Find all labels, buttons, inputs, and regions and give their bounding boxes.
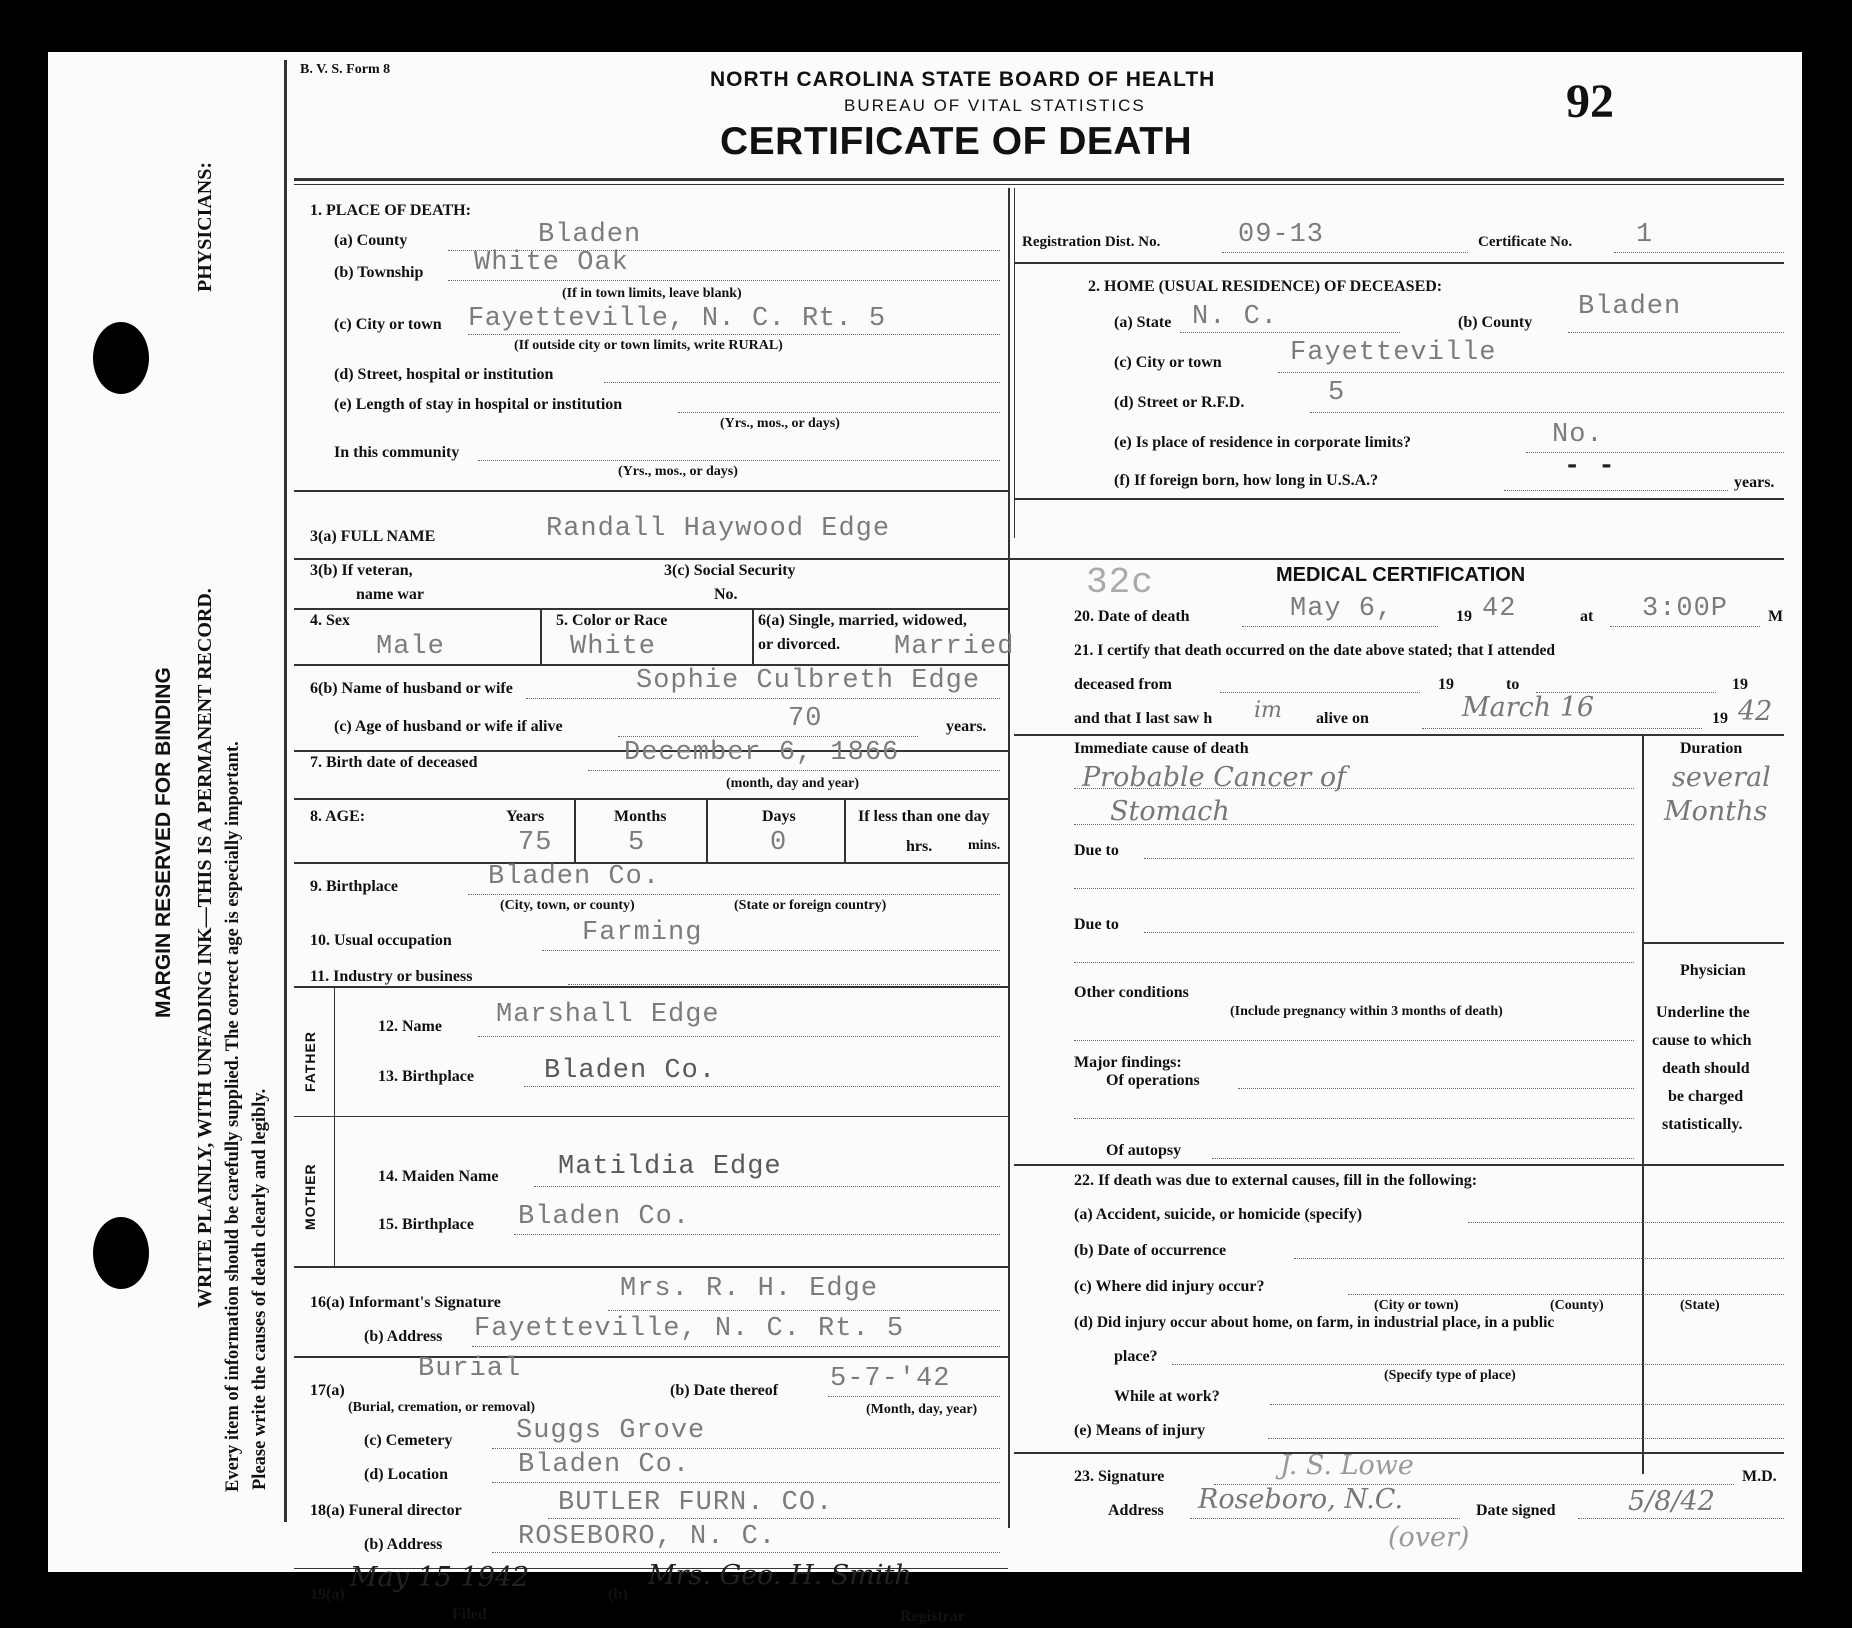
age-years-label: Years	[506, 808, 545, 825]
last-saw-pronoun: im	[1254, 698, 1282, 723]
certificate-number-label: Certificate No.	[1478, 234, 1573, 250]
dotted-line	[1190, 1518, 1460, 1519]
external-d-label-2: place?	[1114, 1348, 1158, 1365]
dotted-line	[468, 334, 1000, 335]
margin-physicians-text: PHYSICIANS:	[194, 161, 216, 292]
birthplace-note-state: (State or foreign country)	[734, 898, 887, 913]
spouse-age-unit: years.	[946, 718, 987, 735]
death-date-label: 20. Date of death	[1074, 608, 1190, 625]
dotted-line	[1348, 1294, 1784, 1295]
other-conditions-label: Other conditions	[1074, 984, 1189, 1001]
row-rule	[1014, 734, 1784, 736]
dotted-line	[568, 984, 1000, 985]
pod-city-label: (c) City or town	[334, 316, 442, 333]
row-rule	[294, 1266, 1008, 1268]
registrar-value: Mrs. Geo. H. Smith	[648, 1560, 912, 1591]
marital-label-1: 6(a) Single, married, widowed,	[758, 612, 967, 629]
dotted-line	[1468, 1222, 1784, 1223]
row-rule	[294, 608, 1008, 610]
immediate-cause-1: Probable Cancer of	[1082, 762, 1347, 793]
last-saw-year: 42	[1738, 696, 1773, 727]
death-date-value: May 6,	[1290, 594, 1394, 624]
external-c-note-city: (City or town)	[1374, 1298, 1459, 1313]
row-rule	[294, 798, 1008, 800]
dotted-line	[604, 382, 1000, 383]
margin-permanent-record-text: WRITE PLAINLY, WITH UNFADING INK—THIS IS A PERMANENT RECORD.	[194, 588, 216, 1308]
cell-divider	[706, 798, 708, 862]
dotted-line	[1074, 888, 1634, 889]
physician-address-label: Address	[1108, 1502, 1164, 1519]
dotted-line	[548, 1518, 1000, 1519]
section-rule-1	[294, 490, 1008, 492]
dotted-line	[608, 1310, 1000, 1311]
pod-street-label: (d) Street, hospital or institution	[334, 366, 554, 383]
row-rule	[294, 1356, 1008, 1358]
dotted-line	[1074, 1040, 1634, 1041]
physician-signature-value: J. S. Lowe	[1280, 1450, 1414, 1481]
alive-on-label: alive on	[1316, 710, 1369, 727]
funeral-director-value: BUTLER FURN. CO.	[558, 1488, 834, 1518]
age-lessday-label: If less than one day	[858, 808, 990, 825]
last-saw-year-prefix: 19	[1712, 710, 1728, 727]
dotted-line	[618, 736, 918, 737]
immediate-cause-label: Immediate cause of death	[1074, 740, 1249, 757]
dotted-line	[542, 950, 1000, 951]
board-name: NORTH CAROLINA STATE BOARD OF HEALTH	[710, 68, 1216, 91]
industry-label: 11. Industry or business	[310, 968, 473, 985]
form-left-border	[284, 60, 287, 1522]
burial-method-value: Burial	[418, 1354, 522, 1384]
death-at-label: at	[1580, 608, 1594, 625]
dotted-line	[514, 1234, 1000, 1235]
home-city-label: (c) City or town	[1114, 354, 1222, 371]
column-divider	[1008, 188, 1010, 1528]
date-signed-value: 5/8/42	[1628, 1486, 1715, 1517]
certificate-number-value: 1	[1636, 220, 1654, 250]
dotted-line	[1074, 824, 1634, 825]
punch-hole-top	[93, 322, 149, 394]
informant-address-label: (b) Address	[364, 1328, 443, 1345]
death-year-prefix: 19	[1456, 608, 1472, 625]
external-c-label: (c) Where did injury occur?	[1074, 1278, 1265, 1295]
dotted-line	[1180, 332, 1400, 333]
mother-birthplace-value: Bladen Co.	[518, 1202, 691, 1232]
header-rule-2	[294, 184, 1784, 185]
due-to-label-1: Due to	[1074, 842, 1119, 859]
form-number: B. V. S. Form 8	[300, 62, 391, 77]
external-c-note-county: (County)	[1550, 1298, 1604, 1313]
race-label: 5. Color or Race	[556, 612, 668, 629]
home-county-label: (b) County	[1458, 314, 1533, 331]
margin-causes-text: Please write the causes of death clearly and legibly.	[250, 1088, 270, 1490]
operations-label: Of operations	[1106, 1072, 1200, 1089]
physician-note-3: death should	[1662, 1060, 1750, 1077]
sex-value: Male	[376, 632, 445, 662]
punch-hole-bottom	[93, 1217, 149, 1289]
dotted-line	[1144, 858, 1634, 859]
age-months-value: 5	[628, 828, 646, 858]
parents-side-divider	[334, 986, 335, 1266]
dotted-line	[1268, 1438, 1784, 1439]
dotted-line	[1238, 1088, 1634, 1089]
pod-stay-label: (e) Length of stay in hospital or institution	[334, 396, 623, 413]
birthplace-note-city: (City, town, or county)	[500, 898, 635, 913]
dotted-line	[526, 698, 1000, 699]
funeral-address-label: (b) Address	[364, 1536, 443, 1553]
pod-township-value: White Oak	[474, 248, 629, 278]
occupation-value: Farming	[582, 918, 703, 948]
mother-name-label: 14. Maiden Name	[378, 1168, 499, 1185]
spouse-age-value: 70	[788, 704, 823, 734]
age-years-value: 75	[518, 828, 553, 858]
dotted-line	[1172, 1364, 1784, 1365]
father-birthplace-label: 13. Birthplace	[378, 1068, 474, 1085]
birthplace-label: 9. Birthplace	[310, 878, 398, 895]
death-time-suffix: M	[1768, 608, 1784, 625]
ss-label-1: 3(c) Social Security	[664, 562, 796, 579]
cell-divider	[540, 608, 542, 664]
spouse-value: Sophie Culbreth Edge	[636, 666, 981, 696]
location-value: Bladen Co.	[518, 1450, 691, 1480]
dotted-line	[1144, 932, 1634, 933]
duration-label: Duration	[1680, 740, 1743, 757]
duration-column-divider	[1642, 734, 1644, 1474]
informant-signature-label: 16(a) Informant's Signature	[310, 1294, 501, 1311]
section2-rule	[1014, 262, 1784, 264]
medical-heading: MEDICAL CERTIFICATION	[1276, 564, 1526, 586]
death-time-value: 3:00P	[1642, 594, 1729, 624]
dotted-line	[478, 1036, 1000, 1037]
cell-divider	[752, 608, 754, 664]
dotted-line	[468, 894, 1000, 895]
marital-label-2: or divorced.	[758, 636, 841, 653]
age-days-value: 0	[770, 828, 788, 858]
other-conditions-note: (Include pregnancy within 3 months of death)	[1230, 1004, 1503, 1019]
registration-dist-value: 09-13	[1238, 220, 1325, 250]
filed-date-value: May 15 1942	[350, 1562, 530, 1593]
immediate-cause-2: Stomach	[1110, 796, 1230, 827]
location-label: (d) Location	[364, 1466, 448, 1483]
father-name-value: Marshall Edge	[496, 1000, 720, 1030]
dotted-line	[1578, 1518, 1784, 1519]
pod-community-label: In this community	[334, 444, 460, 461]
dotted-line	[472, 1346, 1000, 1347]
dotted-line	[1074, 1118, 1634, 1119]
pod-county-label: (a) County	[334, 232, 408, 249]
dotted-line	[1212, 1158, 1634, 1159]
funeral-director-label: 18(a) Funeral director	[310, 1502, 462, 1519]
birth-date-label: 7. Birth date of deceased	[310, 754, 478, 771]
name-rule	[294, 558, 1784, 560]
age-label: 8. AGE:	[310, 808, 366, 825]
attended-from-label: deceased from	[1074, 676, 1172, 693]
full-name-label: 3(a) FULL NAME	[310, 528, 436, 545]
last-saw-date: March 16	[1462, 692, 1595, 723]
cell-divider	[574, 798, 576, 862]
home-county-value: Bladen	[1578, 292, 1682, 322]
date-signed-label: Date signed	[1476, 1502, 1556, 1519]
external-b-label: (b) Date of occurrence	[1074, 1242, 1227, 1259]
external-a-label: (a) Accident, suicide, or homicide (specify)	[1074, 1206, 1363, 1223]
age-mins-label: mins.	[968, 838, 1001, 853]
home-street-label: (d) Street or R.F.D.	[1114, 394, 1245, 411]
spouse-label: 6(b) Name of husband or wife	[310, 680, 513, 697]
dotted-line	[478, 460, 1000, 461]
funeral-address-value: ROSEBORO, N. C.	[518, 1522, 777, 1552]
column-divider-2	[1014, 188, 1015, 538]
home-limits-value: No.	[1552, 420, 1604, 450]
cell-divider	[844, 798, 846, 862]
registrar-caption: Registrar	[900, 1608, 965, 1625]
pod-city-note: (If outside city or town limits, write RURAL)	[514, 338, 783, 353]
attended-to-label: to	[1506, 676, 1520, 693]
margin-reserved-text: MARGIN RESERVED FOR BINDING	[152, 667, 175, 1018]
dotted-line	[492, 1448, 1000, 1449]
home-state-label: (a) State	[1114, 314, 1172, 331]
certificate-page	[48, 52, 1802, 1625]
occupation-label: 10. Usual occupation	[310, 932, 452, 949]
veteran-label-1: 3(b) If veteran,	[310, 562, 413, 579]
external-heading: 22. If death was due to external causes, fill in the following:	[1074, 1172, 1478, 1189]
over-note: (over)	[1388, 1522, 1470, 1553]
certificate-title: CERTIFICATE OF DEATH	[720, 120, 1193, 163]
dotted-line	[1422, 728, 1702, 729]
home-foreign-value: - -	[1564, 452, 1616, 482]
burial-date-note: (Month, day, year)	[866, 1402, 978, 1417]
dotted-line	[1310, 412, 1784, 413]
dotted-line	[1610, 626, 1760, 627]
father-birthplace-value: Bladen Co.	[544, 1056, 717, 1086]
external-e-label: (e) Means of injury	[1074, 1422, 1206, 1439]
pod-township-note: (If in town limits, leave blank)	[562, 286, 742, 301]
dotted-line	[1242, 626, 1438, 627]
home-heading: 2. HOME (USUAL RESIDENCE) OF DECEASED:	[1088, 278, 1443, 295]
dotted-line	[1294, 1258, 1784, 1259]
mother-birthplace-label: 15. Birthplace	[378, 1216, 474, 1233]
dotted-line	[678, 412, 1000, 413]
registration-dist-label: Registration Dist. No.	[1022, 234, 1161, 250]
dotted-line	[1222, 252, 1468, 253]
full-name-value: Randall Haywood Edge	[546, 514, 891, 544]
birth-date-note: (month, day and year)	[726, 776, 860, 791]
duration-value-2: Months	[1664, 796, 1768, 827]
pod-city-value: Fayetteville, N. C. Rt. 5	[468, 304, 886, 334]
cemetery-value: Suggs Grove	[516, 1416, 706, 1446]
home-foreign-label: (f) If foreign born, how long in U.S.A.?	[1114, 472, 1379, 489]
margin-info-text: Every item of information should be carefully supplied. The correct age is especially important.	[223, 741, 243, 1492]
home-city-value: Fayetteville	[1290, 338, 1497, 368]
major-findings-label: Major findings:	[1074, 1054, 1182, 1071]
age-hrs-label: hrs.	[906, 838, 933, 855]
burial-method-note: (Burial, cremation, or removal)	[348, 1400, 536, 1415]
ss-label-2: No.	[714, 586, 738, 603]
burial-date-label: (b) Date thereof	[670, 1382, 779, 1399]
age-days-label: Days	[762, 808, 796, 825]
cemetery-label: (c) Cemetery	[364, 1432, 453, 1449]
home-limits-label: (e) Is place of residence in corporate limits?	[1114, 434, 1411, 451]
dotted-line	[524, 1086, 1000, 1087]
external-d-label: (d) Did injury occur about home, on farm, in industrial place, in a public	[1074, 1314, 1555, 1331]
father-side-label: FATHER	[302, 1031, 318, 1092]
home-street-value: 5	[1328, 378, 1346, 408]
age-months-label: Months	[614, 808, 667, 825]
dotted-line	[588, 770, 1000, 771]
dotted-line	[828, 1396, 1000, 1397]
father-name-label: 12. Name	[378, 1018, 442, 1035]
home-state-value: N. C.	[1192, 302, 1279, 332]
external-c-note-state: (State)	[1680, 1298, 1720, 1313]
certify-text: 21. I certify that death occurred on the date above stated; that I attended	[1074, 642, 1556, 659]
burial-date-value: 5-7-'42	[830, 1364, 951, 1394]
pod-community-note: (Yrs., mos., or days)	[618, 464, 738, 479]
row-rule	[294, 1116, 1008, 1117]
dotted-line	[534, 1186, 1000, 1187]
autopsy-label: Of autopsy	[1106, 1142, 1182, 1159]
physician-note-2: cause to which	[1652, 1032, 1752, 1049]
page-number: 92	[1566, 75, 1614, 128]
informant-address-value: Fayetteville, N. C. Rt. 5	[474, 1314, 905, 1344]
mother-side-label: MOTHER	[302, 1163, 318, 1230]
veteran-label-2: name war	[356, 586, 424, 603]
sex-label: 4. Sex	[310, 612, 350, 629]
due-to-label-2: Due to	[1074, 916, 1119, 933]
dotted-line	[1220, 692, 1420, 693]
dotted-line	[448, 280, 1000, 281]
informant-signature-value: Mrs. R. H. Edge	[620, 1274, 879, 1304]
physician-note-1: Underline the	[1656, 1004, 1750, 1021]
death-year-value: 42	[1482, 594, 1517, 624]
pod-township-label: (b) Township	[334, 264, 424, 281]
physician-note-5: statistically.	[1662, 1116, 1743, 1133]
physician-signature-label: 23. Signature	[1074, 1468, 1165, 1485]
mother-name-value: Matildia Edge	[558, 1152, 782, 1182]
external-work-label: While at work?	[1114, 1388, 1220, 1405]
pod-county-value: Bladen	[538, 220, 642, 250]
dotted-line	[1074, 788, 1634, 789]
dotted-line	[1568, 332, 1784, 333]
header-rule	[294, 178, 1784, 181]
dotted-line	[1074, 962, 1634, 963]
ss-value: 32c	[1086, 562, 1154, 603]
external-d-note: (Specify type of place)	[1384, 1368, 1516, 1383]
physician-address-value: Roseboro, N.C.	[1198, 1484, 1404, 1515]
last-saw-label: and that I last saw h	[1074, 710, 1213, 727]
place-of-death-heading: 1. PLACE OF DEATH:	[310, 202, 471, 219]
home-years-label: years.	[1734, 474, 1775, 491]
filed-label-a: 19(a)	[310, 1586, 345, 1603]
dotted-line	[1278, 372, 1784, 373]
section-rule-2	[1014, 498, 1784, 500]
dotted-line	[1614, 252, 1784, 253]
bureau-name: BUREAU OF VITAL STATISTICS	[844, 96, 1146, 115]
dotted-line	[492, 1482, 1000, 1483]
row-rule	[294, 986, 1008, 988]
birth-date-value: December 6, 1866	[624, 738, 900, 768]
birthplace-value: Bladen Co.	[488, 862, 661, 892]
filed-caption: Filed	[452, 1606, 487, 1623]
attended-from-year: 19	[1438, 676, 1454, 693]
race-value: White	[570, 632, 657, 662]
burial-label: 17(a)	[310, 1382, 345, 1399]
filed-label-b: (b)	[608, 1586, 628, 1603]
physician-box-rule	[1642, 942, 1784, 944]
attended-to-year: 19	[1732, 676, 1748, 693]
physician-md-label: M.D.	[1742, 1468, 1777, 1485]
dotted-line	[492, 1552, 1000, 1553]
marital-value: Married	[894, 632, 1015, 662]
dotted-line	[1504, 490, 1728, 491]
physician-heading: Physician	[1680, 962, 1746, 979]
dotted-line	[1270, 1404, 1784, 1405]
row-rule	[1014, 1164, 1784, 1166]
pod-stay-note: (Yrs., mos., or days)	[720, 416, 840, 431]
duration-value-1: several	[1672, 762, 1771, 793]
spouse-age-label: (c) Age of husband or wife if alive	[334, 718, 563, 735]
physician-note-4: be charged	[1668, 1088, 1744, 1105]
